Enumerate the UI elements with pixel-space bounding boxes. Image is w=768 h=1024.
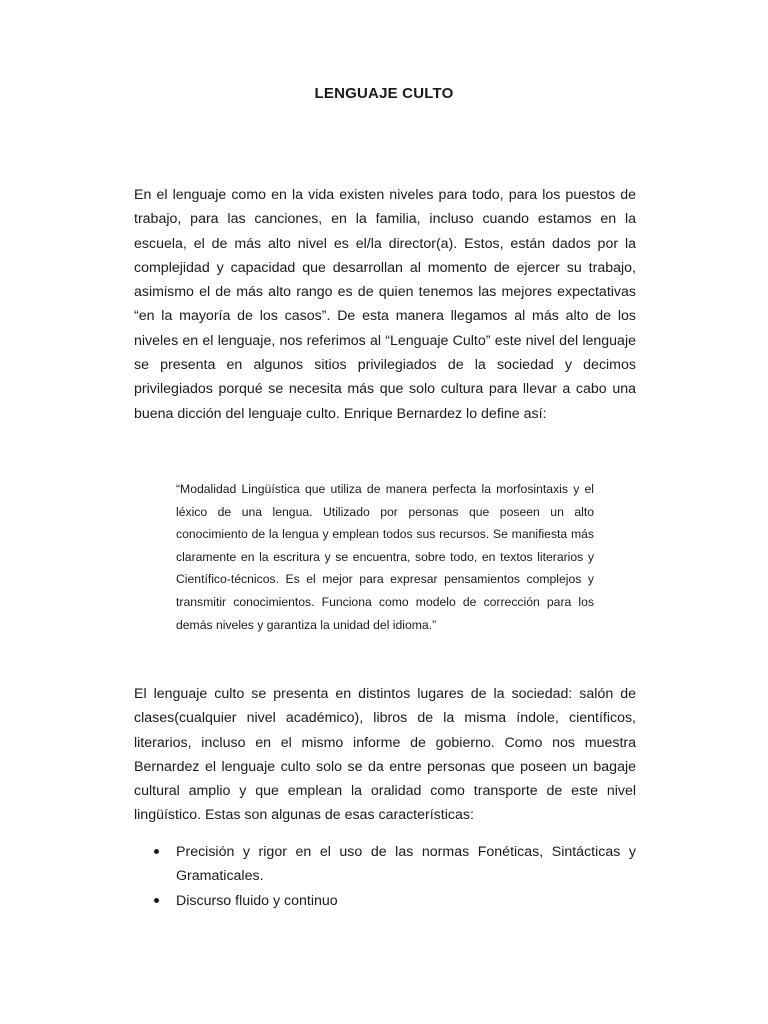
page-title: LENGUAJE CULTO xyxy=(314,85,454,102)
characteristics-list xyxy=(134,840,636,913)
list-item xyxy=(134,840,636,889)
block-quote: “Modalidad Lingüística que utiliza de manera perfecta la morfosintaxis y el léxico de una lengua. Utilizado por personas que poseen un alto conocimiento de la lengua y emplean todos sus recursos. Se manifiesta más claramente en la escritura y se encuentra, sobre todo, en textos literarios y Científico-técnicos. Es el mejor para expresar pensamientos complejos y transmitir conocimientos. Funciona como modelo de corrección para los demás niveles y garantiza la unidad del idioma.” xyxy=(176,482,594,632)
bullet-icon xyxy=(154,849,159,854)
bullet-icon xyxy=(154,898,159,903)
list-item xyxy=(134,889,636,913)
list-item-text: Discurso fluido y continuo xyxy=(176,892,338,909)
intro-paragraph: En el lenguaje como en la vida existen niveles para todo, para los puestos de trabajo, para las canciones, en la familia, incluso cuando estamos en la escuela, el de más alto nivel es el/la director(a). Estos, están dados por la complejidad y capacidad que desarrollan al momento de ejercer su trabajo, asimismo el de más alto rango es de quien tenemos las mejores expectativas “en la mayoría de los casos”. De esta manera llegamos al más alto de los niveles en el lenguaje, nos referimos al “Lenguaje Culto” este nivel del lenguaje se presenta en algunos sitios privilegiados de la sociedad y decimos privilegiados porqué se necesita más que solo cultura para llevar a cabo una buena dicción del lenguaje culto. Enrique Bernardez lo define así: xyxy=(134,187,636,422)
second-paragraph: El lenguaje culto se presenta en distintos lugares de la sociedad: salón de clases(cualquier nivel académico), libros de la misma índole, científicos, literarios, incluso en el mismo informe de gobierno. Como nos muestra Bernardez el lenguaje culto solo se da entre personas que poseen un bagaje cultural amplio y que emplean la oralidad como transporte de este nivel lingüístico. Estas son algunas de esas características: xyxy=(134,686,636,824)
list-item-text: Precisión y rigor en el uso de las normas Fonéticas, Sintácticas y Gramaticales. xyxy=(176,844,636,885)
